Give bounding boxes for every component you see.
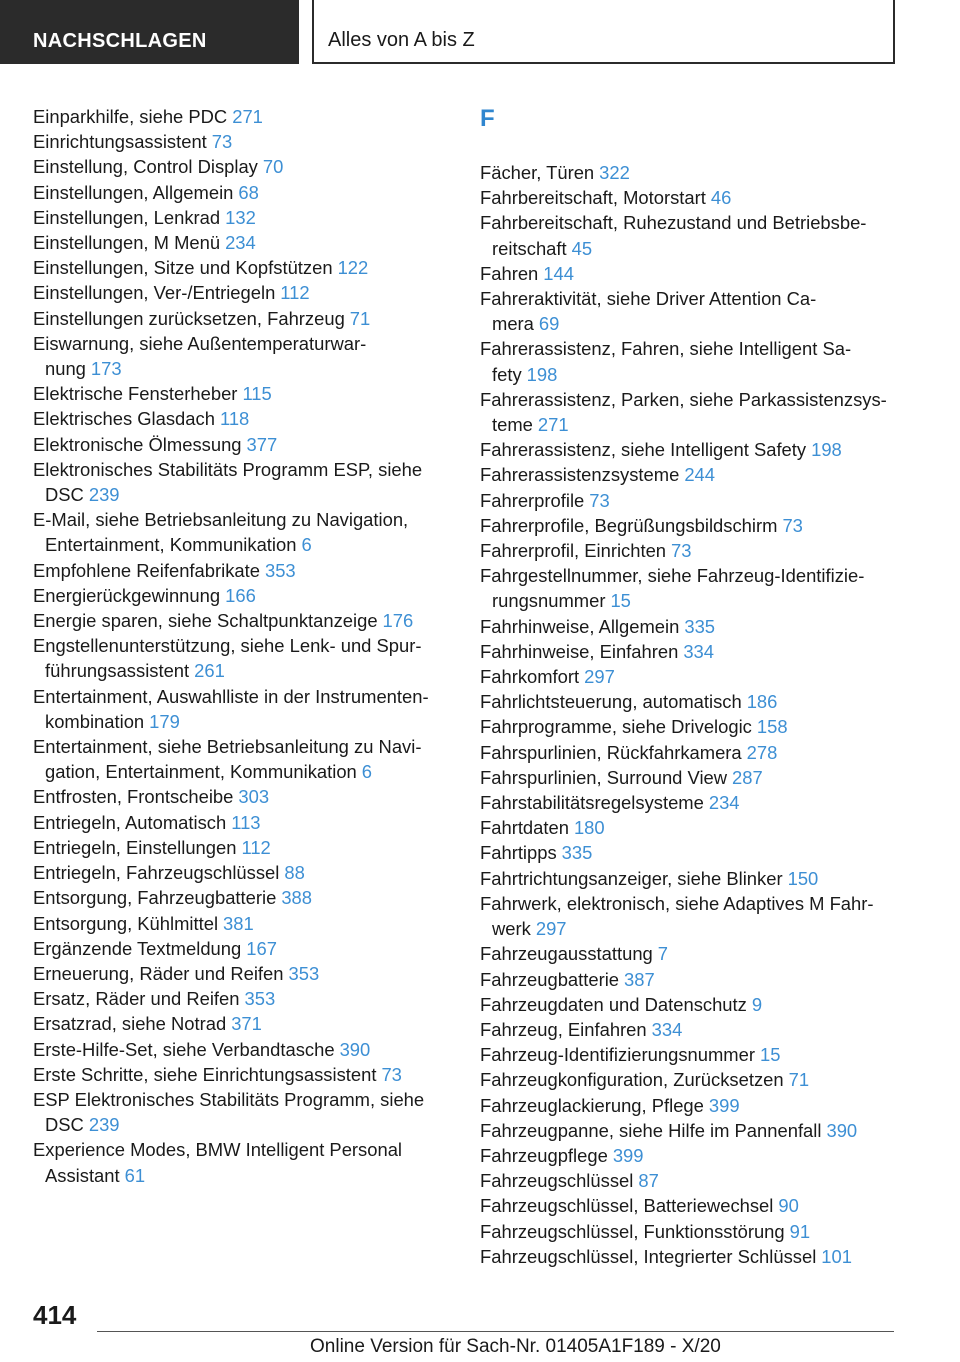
page-reference-link[interactable]: 150 (787, 867, 819, 889)
index-entry (33, 860, 453, 885)
index-entry (480, 462, 900, 487)
index-entry (33, 129, 453, 154)
index-entry (480, 765, 900, 790)
index-entry-text: Entertainment, Auswahlliste in der Instrumenten- (33, 685, 429, 707)
page-reference-link[interactable]: 118 (219, 408, 250, 430)
index-entry (33, 507, 453, 557)
index-entry-text: Fahrspurlinien, Rückfahrkamera (480, 741, 742, 763)
index-entry-text: Einstellungen, Sitze und Kopfstützen (33, 257, 333, 279)
index-entry-text: mera (492, 313, 534, 335)
index-entry-text: Fahrprogramme, siehe Drivelogic (480, 716, 752, 738)
index-entry-text: Fahrzeugbatterie (480, 968, 620, 990)
index-entry (480, 1244, 900, 1269)
index-entry-text: fety (492, 363, 522, 385)
index-entry-text: DSC (45, 484, 84, 506)
index-entry-text: Empfohlene Reifenfabrikate (33, 559, 260, 581)
index-entry (480, 1168, 900, 1193)
index-entry-text: Fahrerassistenz, Fahren, siehe Intelligent Sa- (480, 338, 852, 360)
page-reference-link[interactable]: 271 (537, 414, 569, 436)
index-entry-text: Fahrzeuglackierung, Pflege (480, 1094, 704, 1116)
page-reference-link[interactable]: 90 (778, 1195, 799, 1217)
index-entry-text: nung (45, 358, 86, 380)
page-reference-link[interactable]: 69 (538, 313, 560, 335)
index-entry-text: Erste-Hilfe-Set, siehe Verbandtasche (33, 1038, 335, 1060)
index-entry-text: Fahrzeugschlüssel, Funktionsstörung (480, 1220, 785, 1242)
index-entry-text: Fahrhinweise, Allgemein (480, 615, 680, 637)
page-reference-link[interactable]: 122 (337, 257, 369, 279)
index-entry-text: Ersatzrad, siehe Notrad (33, 1013, 227, 1035)
page-reference-link[interactable]: 101 (821, 1245, 852, 1267)
index-entry-text: Fahrzeug, Einfahren (480, 1018, 647, 1040)
index-entry (33, 406, 453, 431)
index-entry-text: Fahrzeugschlüssel, Batteriewechsel (480, 1195, 774, 1217)
index-entry-text: Fahrwerk, elektronisch, siehe Adaptives M Fahr- (480, 892, 874, 914)
page-reference-link[interactable]: 287 (732, 766, 763, 788)
index-entry-text: Eiswarnung, siehe Außentemperaturwar- (33, 332, 367, 354)
index-entry-text: Fahrzeugausstattung (480, 943, 653, 965)
index-entry (33, 986, 453, 1011)
index-entry-text: Fahrbereitschaft, Motorstart (480, 187, 706, 209)
index-entry (480, 840, 900, 865)
page-reference-link[interactable]: 303 (238, 786, 270, 808)
index-entry (480, 261, 900, 286)
page-reference-link[interactable]: 68 (238, 181, 259, 203)
index-entry-text: Einstellungen, Allgemein (33, 181, 234, 203)
index-entry (480, 210, 900, 260)
page-reference-link[interactable]: 87 (638, 1170, 659, 1192)
index-entry-text: Fahrkomfort (480, 666, 580, 688)
index-entry-text: Entertainment, Kommunikation (45, 534, 297, 556)
page-reference-link[interactable]: 6 (301, 534, 312, 556)
index-entry (480, 967, 900, 992)
index-entry (480, 1067, 900, 1092)
index-entry (33, 306, 453, 331)
index-entry (480, 286, 900, 336)
index-entry-text: Fahrerprofile (480, 489, 585, 511)
index-entry-text: Einstellung, Control Display (33, 156, 258, 178)
index-entry (33, 331, 453, 381)
index-entry-text: Engstellenunterstützung, siehe Lenk- und Spur- (33, 635, 422, 657)
index-entry (480, 488, 900, 513)
index-entry-text: Fahrerassistenzsysteme (480, 464, 680, 486)
page-reference-link[interactable]: 166 (225, 584, 256, 606)
index-entry-text: Einrichtungsassistent (33, 131, 207, 153)
page-reference-link[interactable]: 271 (232, 106, 263, 127)
index-entry-text: Fahrhinweise, Einfahren (480, 640, 679, 662)
page-reference-link[interactable]: 297 (535, 918, 567, 940)
index-entry-text: Fahrstabilitätsregelsysteme (480, 792, 704, 814)
page-reference-link[interactable]: 71 (349, 307, 371, 329)
index-entry-text: Entsorgung, Kühlmittel (33, 912, 219, 934)
index-entry-text: Fahrlichtsteuerung, automatisch (480, 691, 742, 713)
index-entry-text: reitschaft (492, 237, 567, 259)
index-entry-text: Entfrosten, Frontscheibe (33, 786, 234, 808)
index-entry (480, 639, 900, 664)
page-reference-link[interactable]: 73 (211, 131, 233, 153)
page-reference-link[interactable]: 261 (194, 660, 225, 682)
index-entry (33, 457, 453, 507)
index-entry (480, 387, 900, 437)
index-entry-text: kombination (45, 710, 145, 732)
index-column-left (33, 104, 453, 1188)
chapter-title: Alles von A bis Z (312, 0, 895, 64)
page-reference-link[interactable]: 7 (657, 943, 669, 965)
index-entry-text: Fahrzeugpflege (480, 1144, 608, 1166)
index-entry (33, 205, 453, 230)
index-entry (480, 538, 900, 563)
page-reference-link[interactable]: 115 (242, 383, 272, 405)
page-reference-link[interactable]: 353 (288, 962, 320, 984)
index-entry-text: Einstellungen, Lenkrad (33, 206, 221, 228)
page-reference-link[interactable]: 239 (88, 484, 120, 506)
page-reference-link[interactable]: 113 (231, 811, 261, 833)
index-entry (33, 230, 453, 255)
page-reference-link[interactable]: 198 (811, 439, 842, 461)
index-entry (33, 180, 453, 205)
index-entry (33, 255, 453, 280)
page-reference-link[interactable]: 390 (826, 1119, 858, 1141)
page-reference-link[interactable]: 158 (756, 716, 788, 738)
index-entry-text: Fahrbereitschaft, Ruhezustand und Betriebsbe- (480, 212, 867, 234)
page-reference-link[interactable]: 71 (788, 1069, 810, 1091)
index-entry-text: Elektrisches Glasdach (33, 408, 215, 430)
index-entry (33, 608, 453, 633)
index-entry (33, 936, 453, 961)
index-entry-text: Fahrerassistenz, Parken, siehe Parkassistenzsys- (480, 388, 887, 410)
page-reference-link[interactable]: 353 (264, 559, 296, 581)
index-entry (33, 558, 453, 583)
index-entry-text: Entriegeln, Einstellungen (33, 836, 237, 858)
page-reference-link[interactable]: 179 (149, 710, 180, 732)
page-reference-link[interactable]: 399 (708, 1094, 740, 1116)
index-entry-text: Fahrspurlinien, Surround View (480, 766, 728, 788)
index-entry-text: Fahrzeug-Identifizierungsnummer (480, 1044, 755, 1066)
index-entry (33, 810, 453, 835)
section-tab: NACHSCHLAGEN (0, 0, 299, 64)
index-entry-text: E-Mail, siehe Betriebsanleitung zu Navigation, (33, 509, 409, 531)
index-entry (480, 1093, 900, 1118)
page-header (0, 0, 960, 66)
page-reference-link[interactable]: 73 (782, 514, 803, 536)
index-entry-text: Fahrtipps (480, 842, 557, 864)
page-reference-link[interactable]: 6 (361, 761, 373, 783)
index-entry (33, 154, 453, 179)
page-reference-link[interactable]: 70 (262, 156, 284, 178)
page-reference-link[interactable]: 9 (751, 993, 763, 1015)
index-entry (480, 185, 900, 210)
index-entry-text: Fahrtdaten (480, 817, 569, 839)
index-entry (480, 614, 900, 639)
index-entry (33, 734, 453, 784)
page-reference-link[interactable]: 46 (710, 187, 732, 209)
index-entry (480, 1042, 900, 1067)
index-entry-text: Elektronische Ölmessung (33, 433, 242, 455)
page-reference-link[interactable]: 112 (280, 282, 310, 304)
index-entry (480, 437, 900, 462)
index-entry-text: Fahrerprofil, Einrichten (480, 540, 667, 562)
page-reference-link[interactable]: 73 (671, 540, 692, 562)
page-reference-link[interactable]: 144 (543, 262, 574, 284)
index-entry-text: rungsnummer (492, 590, 606, 612)
page-reference-link[interactable]: 335 (561, 842, 593, 864)
index-entry (480, 1143, 900, 1168)
index-entry-text: Elektronisches Stabilitäts Programm ESP, siehe (33, 458, 423, 480)
index-entry-text: Einstellungen, M Menü (33, 232, 221, 254)
index-entry (480, 941, 900, 966)
index-entry (480, 1118, 900, 1143)
page-reference-link[interactable]: 73 (589, 489, 610, 511)
page-reference-link[interactable]: 278 (746, 741, 778, 763)
page-reference-link[interactable]: 353 (244, 988, 276, 1010)
page-reference-link[interactable]: 186 (746, 691, 778, 713)
page-reference-link[interactable]: 387 (624, 968, 655, 990)
page-reference-link[interactable]: 239 (88, 1114, 120, 1136)
page-reference-link[interactable]: 112 (241, 836, 271, 858)
index-entry (480, 891, 900, 941)
page-reference-link[interactable]: 234 (708, 792, 740, 814)
index-entry (33, 835, 453, 860)
index-entry-text: Ersatz, Räder und Reifen (33, 988, 240, 1010)
index-entry-text: Erneuerung, Räder und Reifen (33, 962, 284, 984)
index-entry (33, 280, 453, 305)
index-column-right (480, 104, 900, 1269)
page-reference-link[interactable]: 377 (246, 433, 278, 455)
index-entry (33, 885, 453, 910)
index-entry-text: Erste Schritte, siehe Einrichtungsassistent (33, 1063, 377, 1085)
index-entry-text: Fahrerassistenz, siehe Intelligent Safety (480, 439, 807, 461)
index-entry (33, 684, 453, 734)
index-entry (33, 1062, 453, 1087)
index-entry-text: führungsassistent (45, 660, 190, 682)
index-entry-text: Fahrzeugkonfiguration, Zurücksetzen (480, 1069, 784, 1091)
page-number: 414 (33, 1300, 77, 1330)
page-reference-link[interactable]: 390 (339, 1038, 371, 1060)
index-entry-text: Entertainment, siehe Betriebsanleitung zu Navi- (33, 736, 422, 758)
page-reference-link[interactable]: 176 (382, 610, 414, 632)
index-entry (480, 866, 900, 891)
index-entry (480, 714, 900, 739)
page-reference-link[interactable]: 297 (584, 666, 615, 688)
index-entry-text: Einstellungen, Ver-/Entriegeln (33, 282, 276, 304)
index-entry (33, 1137, 453, 1187)
page-reference-link[interactable]: 334 (683, 640, 715, 662)
index-entry (480, 513, 900, 538)
index-entry-text: Fahrzeugdaten und Datenschutz (480, 993, 747, 1015)
index-entry-text: werk (492, 918, 531, 940)
index-entry-text: Einparkhilfe, siehe PDC (33, 106, 228, 127)
index-entry-text: Ergänzende Textmeldung (33, 937, 242, 959)
index-entry-text: Energierückgewinnung (33, 584, 221, 606)
index-entry (33, 1011, 453, 1036)
footer-rule (97, 1331, 894, 1332)
page-reference-link[interactable]: 198 (526, 363, 558, 385)
page-reference-link[interactable]: 45 (571, 237, 593, 259)
index-entry (480, 1017, 900, 1042)
index-entry (480, 992, 900, 1017)
index-entry (33, 583, 453, 608)
index-entry (480, 1193, 900, 1218)
index-entry (480, 815, 900, 840)
index-entry (33, 381, 453, 406)
index-entry-text: Fahreraktivität, siehe Driver Attention Ca- (480, 288, 817, 310)
page-reference-link[interactable]: 335 (684, 615, 716, 637)
index-entry-text: Elektrische Fensterheber (33, 383, 238, 405)
index-entry-text: ESP Elektronisches Stabilitäts Programm, siehe (33, 1088, 425, 1110)
index-entry (480, 160, 900, 185)
index-entry (480, 563, 900, 613)
index-entry-text: Fahrtrichtungsanzeiger, siehe Blinker (480, 867, 783, 889)
footer-text: Online Version für Sach-Nr. 01405A1F189 - X/20 (310, 1336, 721, 1357)
page-reference-link[interactable]: 180 (573, 817, 605, 839)
page-reference-link[interactable]: 399 (612, 1144, 644, 1166)
index-entry-text: gation, Entertainment, Kommunikation (45, 761, 357, 783)
index-entry-text: Fahrzeugschlüssel, Integrierter Schlüssel (480, 1245, 817, 1267)
index-entry (33, 911, 453, 936)
page-reference-link[interactable]: 61 (124, 1164, 146, 1186)
index-entry-text: Energie sparen, siehe Schaltpunktanzeige (33, 610, 378, 632)
page-reference-link[interactable]: 381 (223, 912, 254, 934)
index-entry (480, 664, 900, 689)
page-reference-link[interactable]: 167 (246, 937, 277, 959)
index-entry (480, 336, 900, 386)
index-entry-text: Fahren (480, 262, 539, 284)
page-reference-link[interactable]: 234 (225, 232, 256, 254)
index-entry (33, 1037, 453, 1062)
index-entry-text: Assistant (45, 1164, 120, 1186)
index-entry (33, 784, 453, 809)
index-entry-text: Fahrzeugschlüssel (480, 1170, 634, 1192)
index-entry (480, 689, 900, 714)
page-reference-link[interactable]: 91 (789, 1220, 811, 1242)
index-entry (33, 432, 453, 457)
index-entry-text: Entriegeln, Fahrzeugschlüssel (33, 862, 280, 884)
page-reference-link[interactable]: 15 (610, 590, 631, 612)
index-entry-text: Entriegeln, Automatisch (33, 811, 227, 833)
index-entry (33, 1087, 453, 1137)
index-entry-text: teme (492, 414, 533, 436)
index-entry (480, 1219, 900, 1244)
page-reference-link[interactable]: 15 (759, 1044, 781, 1066)
index-entry-text: Fahrgestellnummer, siehe Fahrzeug-Identifizie- (480, 565, 865, 587)
index-entry-text: Fahrzeugpanne, siehe Hilfe im Pannenfall (480, 1119, 822, 1141)
index-entry-text: DSC (45, 1114, 84, 1136)
page-reference-link[interactable]: 73 (381, 1063, 402, 1085)
index-entry-text: Entsorgung, Fahrzeugbatterie (33, 887, 277, 909)
page-reference-link[interactable]: 173 (90, 358, 122, 380)
index-entry (33, 104, 453, 129)
index-entry (480, 790, 900, 815)
page-reference-link[interactable]: 244 (684, 464, 715, 486)
index-entry-text: Einstellungen zurücksetzen, Fahrzeug (33, 307, 345, 329)
index-entry (33, 961, 453, 986)
index-entry (480, 740, 900, 765)
page-reference-link[interactable]: 88 (284, 862, 305, 884)
page-reference-link[interactable]: 371 (231, 1013, 262, 1035)
index-entry-text: Experience Modes, BMW Intelligent Personal (33, 1139, 403, 1161)
page-reference-link[interactable]: 388 (281, 887, 313, 909)
index-letter-heading: F (480, 105, 495, 132)
index-entry-text: Fächer, Türen (480, 162, 595, 183)
page-reference-link[interactable]: 334 (651, 1018, 683, 1040)
page-reference-link[interactable]: 322 (599, 162, 630, 183)
index-entry (33, 633, 453, 683)
index-entry-text: Fahrerprofile, Begrüßungsbildschirm (480, 514, 778, 536)
page-reference-link[interactable]: 132 (225, 206, 256, 228)
